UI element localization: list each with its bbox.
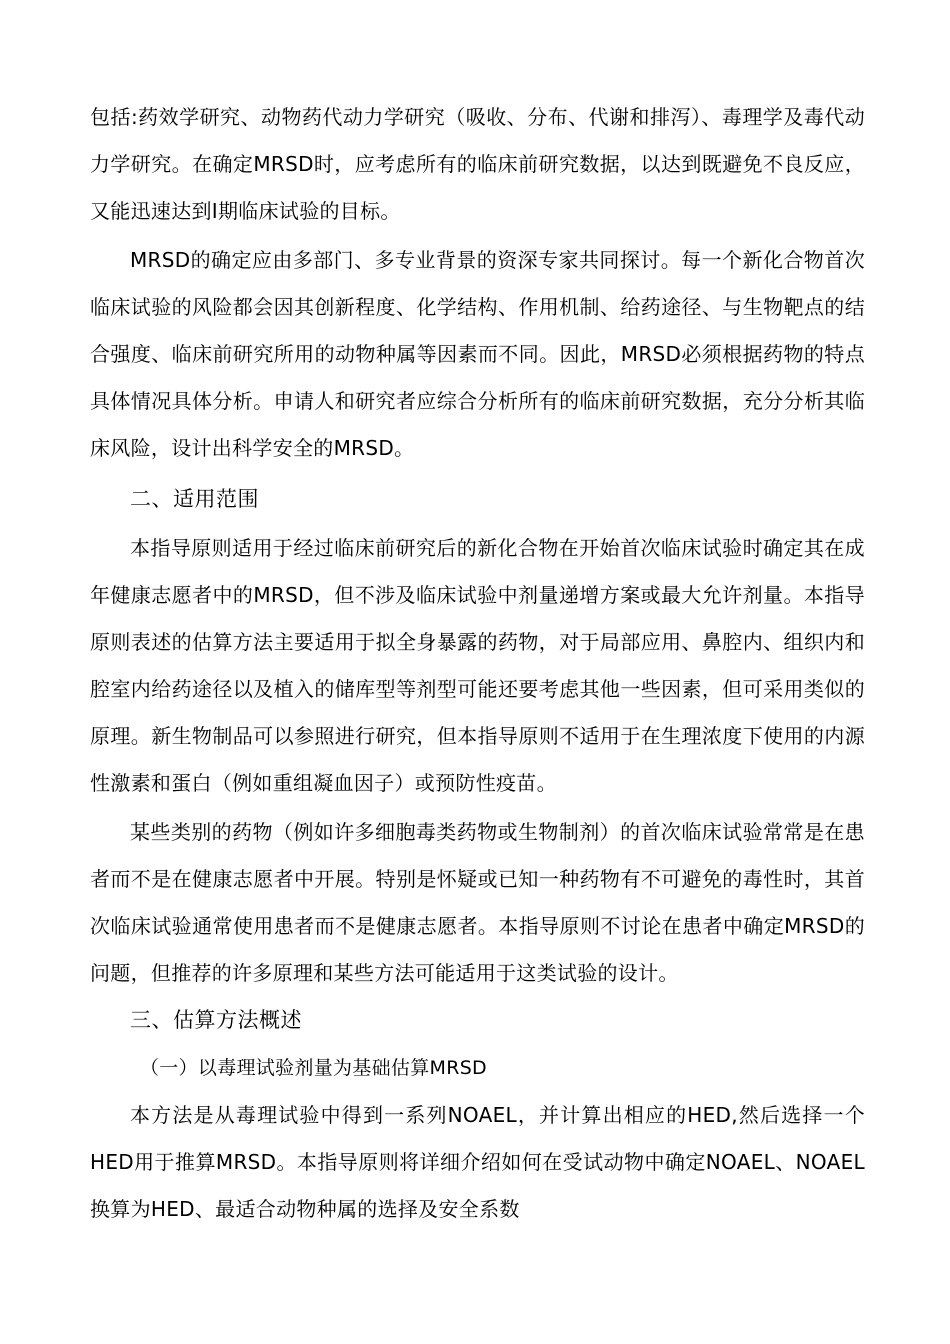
- paragraph-scope-applicability: 本指导原则适用于经过临床前研究后的新化合物在开始首次临床试验时确定其在成年健康志愿者中的MRSD，但不涉及临床试验中剂量递增方案或最大允许剂量。本指导原则表述的估算方法主要适用于拟全身暴露的药物，对于局部应用、鼻腔内、组织内和腔室内给药途径以及植入的储库型等剂型可能还要考虑其他一些因素，但可采用类似的原理。新生物制品可以参照进行研究，但本指导原则不适用于在生理浓度下使用的内源性激素和蛋白（例如重组凝血因子）或预防性疫苗。: [90, 536, 865, 795]
- subsection-heading-toxicology-dose: （一）以毒理试验剂量为基础估算MRSD: [140, 1057, 487, 1079]
- section-heading-estimation-overview: 三、估算方法概述: [130, 1008, 302, 1032]
- paragraph-mrsd-determination: MRSD的确定应由多部门、多专业背景的资深专家共同探讨。每一个新化合物首次临床试验的风险都会因其创新程度、化学结构、作用机制、给药途径、与生物靶点的结合强度、临床前研究所用的动物种属等因素而不同。因此，MRSD必须根据药物的特点具体情况具体分析。申请人和研究者应综合分析所有的临床前研究数据，充分分析其临床风险，设计出科学安全的MRSD。: [90, 248, 865, 460]
- section-heading-scope: 二、适用范围: [130, 487, 259, 511]
- paragraph-preclinical-studies: 包括:药效学研究、动物药代动力学研究（吸收、分布、代谢和排泻）、毒理学及毒代动力学研究。在确定MRSD时，应考虑所有的临床前研究数据，以达到既避免不良反应，又能迅速达到I期临床试验的目标。: [90, 105, 865, 223]
- paragraph-patient-trials: 某些类别的药物（例如许多细胞毒类药物或生物制剂）的首次临床试验常常是在患者而不是在健康志愿者中开展。特别是怀疑或已知一种药物有不可避免的毒性时，其首次临床试验通常使用患者而不是健康志愿者。本指导原则不讨论在患者中确定MRSD的问题，但推荐的许多原理和某些方法可能适用于这类试验的设计。: [90, 820, 865, 985]
- paragraph-noael-method: 本方法是从毒理试验中得到一系列NOAEL，并计算出相应的HED,然后选择一个HED用于推算MRSD。本指导原则将详细介绍如何在受试动物中确定NOAEL、NOAEL换算为HED、最适合动物种属的选择及安全系数: [90, 1103, 865, 1221]
